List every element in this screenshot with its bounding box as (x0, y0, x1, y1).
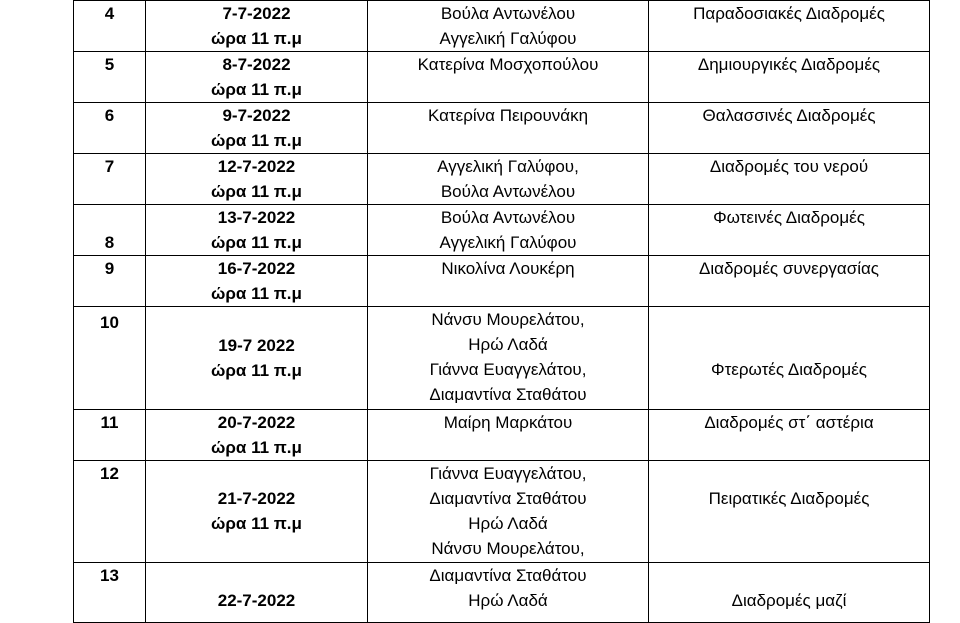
people-cell (368, 154, 649, 205)
theme-cell (649, 563, 930, 623)
date-cell (146, 103, 368, 154)
row-number: 6 (74, 103, 146, 154)
date-line: 8-7-2022 (222, 55, 291, 74)
person-name: Βούλα Αντωνέλου (440, 182, 576, 201)
person-name: Ηρώ Λαδά (468, 514, 548, 533)
person-name: Μαίρη Μαρκάτου (443, 413, 573, 432)
time-line: ώρα 11 π.μ (211, 131, 302, 150)
table-row (74, 103, 930, 154)
people-cell (368, 103, 649, 154)
date-line: 22-7-2022 (217, 591, 296, 610)
table-row (74, 563, 930, 623)
table-row (74, 307, 930, 410)
person-name: Νάνσυ Μουρελάτου, (431, 310, 585, 329)
date-line: 7-7-2022 (222, 4, 291, 23)
theme-cell (649, 461, 930, 563)
table-row (74, 461, 930, 563)
people-cell (368, 1, 649, 52)
row-number: 8 (74, 205, 146, 256)
person-name: Κατερίνα Πειρουνάκη (427, 106, 589, 125)
row-number: 10 (74, 307, 146, 410)
person-name: Διαμαντίνα Σταθάτου (429, 489, 587, 508)
row-number: 5 (74, 52, 146, 103)
date-line: 9-7-2022 (222, 106, 291, 125)
people-cell (368, 256, 649, 307)
person-name: Βούλα Αντωνέλου (440, 4, 576, 23)
person-name: Διαμαντίνα Σταθάτου (429, 385, 587, 404)
theme-cell: Διαδρομές του νερού (649, 154, 930, 205)
date-cell (146, 205, 368, 256)
people-cell (368, 307, 649, 410)
person-name: Νάνσυ Μουρελάτου, (431, 539, 585, 558)
time-line: ώρα 11 π.μ (211, 182, 302, 201)
time-line: ώρα 11 π.μ (211, 233, 302, 252)
person-name: Κατερίνα Μοσχοπούλου (417, 55, 599, 74)
date-line: 19-7 2022 (218, 336, 295, 355)
people-cell (368, 410, 649, 461)
person-name: Νικολίνα Λουκέρη (441, 259, 575, 278)
row-number: 7 (74, 154, 146, 205)
date-cell (146, 52, 368, 103)
date-line: 21-7-2022 (217, 489, 296, 508)
table-row (74, 52, 930, 103)
person-name: Ηρώ Λαδά (468, 335, 548, 354)
theme-cell: Παραδοσιακές Διαδρομές (649, 1, 930, 52)
person-name: Αγγελική Γαλύφου (439, 233, 577, 252)
person-name: Διαμαντίνα Σταθάτου (429, 566, 587, 585)
date-line: 13-7-2022 (217, 208, 296, 227)
time-line: ώρα 11 π.μ (211, 361, 302, 380)
time-line: ώρα 11 π.μ (211, 514, 302, 533)
date-cell (146, 1, 368, 52)
theme-text: Διαδρομές μαζί (731, 591, 847, 610)
time-line: ώρα 11 π.μ (211, 80, 302, 99)
people-cell (368, 563, 649, 623)
person-name: Βούλα Αντωνέλου (440, 208, 576, 227)
row-number: 13 (74, 563, 146, 623)
time-line: ώρα 11 π.μ (211, 284, 302, 303)
table-row (74, 1, 930, 52)
person-name: Αγγελική Γαλύφου, (437, 157, 579, 176)
people-cell (368, 461, 649, 563)
date-cell (146, 410, 368, 461)
date-line: 12-7-2022 (217, 157, 296, 176)
people-cell (368, 205, 649, 256)
person-name: Ηρώ Λαδά (468, 591, 548, 610)
theme-text: Φτερωτές Διαδρομές (711, 360, 867, 379)
theme-cell: Δημιουργικές Διαδρομές (649, 52, 930, 103)
date-line: 16-7-2022 (217, 259, 296, 278)
table-row (74, 410, 930, 461)
row-number: 4 (74, 1, 146, 52)
row-number: 11 (74, 410, 146, 461)
theme-text: Πειρατικές Διαδρομές (708, 489, 870, 508)
table-row (74, 256, 930, 307)
person-name: Αγγελική Γαλύφου (439, 29, 577, 48)
person-name: Γιάννα Ευαγγελάτου, (429, 360, 587, 379)
date-cell (146, 307, 368, 410)
date-line: 20-7-2022 (217, 413, 296, 432)
row-number: 12 (74, 461, 146, 563)
schedule-table (73, 0, 930, 623)
theme-cell (649, 307, 930, 410)
date-cell (146, 256, 368, 307)
date-cell (146, 461, 368, 563)
theme-cell: Θαλασσινές Διαδρομές (649, 103, 930, 154)
table-row (74, 154, 930, 205)
date-cell (146, 563, 368, 623)
table-row (74, 205, 930, 256)
time-line: ώρα 11 π.μ (211, 438, 302, 457)
time-line: ώρα 11 π.μ (211, 29, 302, 48)
row-number: 9 (74, 256, 146, 307)
theme-cell: Διαδρομές συνεργασίας (649, 256, 930, 307)
date-cell (146, 154, 368, 205)
people-cell (368, 52, 649, 103)
person-name: Γιάννα Ευαγγελάτου, (429, 464, 587, 483)
theme-cell: Φωτεινές Διαδρομές (649, 205, 930, 256)
theme-cell: Διαδρομές στ΄ αστέρια (649, 410, 930, 461)
